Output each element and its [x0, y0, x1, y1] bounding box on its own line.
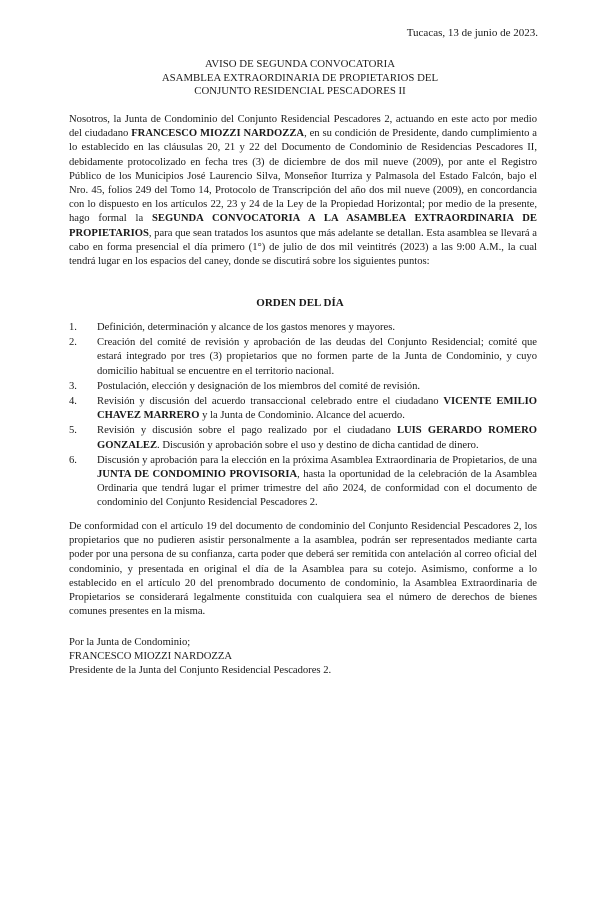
agenda-text	[97, 336, 537, 379]
title-line-3: CONJUNTO RESIDENCIAL PESCADORES II	[194, 85, 406, 98]
agenda-text-post: y la Junta de Condominio. Alcance del acuerdo.	[199, 410, 405, 422]
agenda-number: 6.	[69, 454, 77, 466]
agenda-text-pre: Creación del comité de revisión y aprobación de las deudas del Conjunto Residencial; comité que estará integrado por tres (3) propietarios que no formen parte de la Junta de Condominio, y cuyo domicilio habitual se encuentre en el territorio nacional.	[97, 337, 537, 377]
title-line-1: AVISO DE SEGUNDA CONVOCATORIA	[204, 58, 396, 70]
agenda-text	[97, 454, 537, 511]
agenda-number: 5.	[69, 425, 77, 437]
agenda-number: 3.	[69, 380, 77, 392]
convocation-bold: SEGUNDA CONVOCATORIA A LA ASAMBLEA EXTRAORDINARIA DE PROPIETARIOS	[69, 213, 537, 239]
title-line-2: ASAMBLEA EXTRAORDINARIA DE PROPIETARIOS DEL	[161, 71, 439, 84]
agenda-text	[97, 424, 537, 452]
agenda-item-1	[69, 321, 537, 335]
signature-name: FRANCESCO MIOZZI NARDOZZA	[69, 651, 233, 663]
agenda-item-4	[69, 395, 537, 423]
signature-block	[69, 636, 537, 679]
intro-paragraph	[69, 113, 537, 269]
agenda-text-pre: Revisión y discusión sobre el pago realizado por el ciudadano	[97, 425, 397, 437]
intro-text-1: Nosotros, la Junta de Condominio del Conjunto Residencial Pescadores 2, actuando en este acto por medio del ciudadano	[69, 114, 537, 140]
closing-paragraph: De conformidad con el artículo 19 del documento de condominio del Conjunto Residencial Pescadores 2, los propietarios que no pudieren asistir personalmente a la asamblea, podrán ser representados mediante carta poder por una persona de su confianza, carta poder que deberá ser remitida con antelación al correo oficial del condominio, y presentada en original el día de la Asamblea para su cotejo. Asimismo, conforme a lo establecido en el artículo 20 del prenombrado documento de condominio, la Asamblea Extraordinaria de Propietarios se considerará legalmente constituida con cualquiera sea el número de derechos de bienes comunes presentes en la misma.	[69, 521, 537, 618]
agenda-text-pre: Postulación, elección y designación de los miembros del comité de revisión.	[97, 380, 421, 392]
document-date: Tucacas, 13 de junio de 2023.	[406, 27, 538, 39]
agenda-item-2	[69, 336, 537, 379]
agenda-item-5	[69, 424, 537, 452]
agenda-item-3	[69, 380, 537, 394]
agenda-heading: ORDEN DEL DÍA	[256, 297, 344, 309]
agenda-text	[97, 321, 537, 335]
agenda-text-post: . Discusión y aprobación sobre el uso y destino de dicha cantidad de dinero.	[157, 439, 479, 451]
agenda-text-bold: VICENTE EMILIO CHAVEZ MARRERO	[97, 396, 537, 422]
agenda-text-pre: Revisión y discusión del acuerdo transaccional celebrado entre el ciudadano	[97, 396, 444, 408]
agenda-list	[69, 321, 537, 512]
agenda-number: 1.	[69, 322, 77, 333]
agenda-number: 2.	[69, 337, 77, 349]
agenda-text-pre: Discusión y aprobación para la elección en la próxima Asamblea Extraordinaria de Propietarios, de una	[97, 454, 537, 466]
president-name: FRANCESCO MIOZZI NARDOZZA	[131, 128, 305, 140]
agenda-text-pre: Definición, determinación y alcance de los gastos menores y mayores.	[97, 322, 395, 333]
agenda-text-bold: LUIS GERARDO ROMERO GONZALEZ	[97, 425, 537, 451]
document-title	[0, 58, 600, 99]
agenda-item-6	[69, 454, 537, 511]
intro-text-2: , en su condición de Presidente, dando cumplimiento a lo establecido en las cláusulas 20, 21 y 22 del Documento de Condominio de Residencias Pescadores II, debidamente protocolizado en fecha tres (3) de diciembre de dos mil nueve (2009), por ante el Registro Público de los Municipios José Laurencio Silva, Monseñor Iturriza y Palmasola del Estado Falcón, bajo el Nro. 45, folios 249 del Tomo 14, Protocolo de Transcripción del año dos mil nueve (2009), en concordancia con lo dispuesto en los artículos 22, 23 y 24 de la Ley de la Propiedad Horizontal; por medio de la presente, hago formal la	[69, 128, 538, 225]
agenda-text	[97, 395, 537, 423]
signature-line-1: Por la Junta de Condominio;	[69, 637, 191, 648]
agenda-text-bold: JUNTA DE CONDOMINIO PROVISORIA	[97, 469, 298, 481]
intro-text-3: , para que sean tratados los asuntos que más adelante se detallan. Esta asamblea se llevará a cabo en forma presencial el día primero (1°) de julio de dos mil veintitrés (2023) a las 9:00 A.M., la cual tendrá lugar en los espacios del caney, donde se discutirá sobre los siguientes puntos:	[69, 227, 537, 268]
agenda-text-post: , hasta la oportunidad de la celebración de la Asamblea Ordinaria que tendrá lugar el primer trimestre del año 2024, de conformidad con el documento de condominio del Conjunto Residencial Pescadores 2.	[97, 469, 537, 509]
signature-title: Presidente de la Junta del Conjunto Residencial Pescadores 2.	[69, 665, 332, 677]
agenda-text	[97, 380, 537, 394]
agenda-number: 4.	[69, 396, 77, 408]
